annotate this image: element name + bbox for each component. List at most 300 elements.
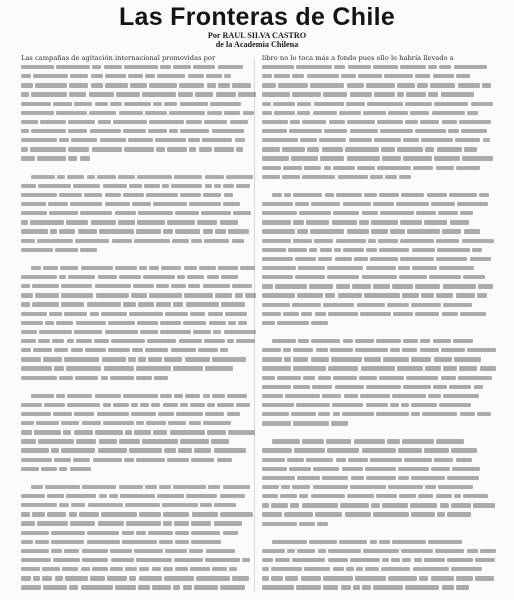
illegible-word (164, 102, 177, 106)
illegible-word (203, 421, 231, 425)
illegible-word (420, 339, 430, 343)
illegible-word (21, 512, 30, 516)
text-line (262, 63, 497, 72)
text-line (262, 228, 497, 237)
illegible-word (39, 330, 72, 334)
illegible-word (280, 494, 297, 498)
illegible-word (262, 166, 281, 170)
illegible-word (436, 239, 459, 243)
illegible-word (327, 275, 359, 279)
illegible-word (74, 412, 94, 416)
illegible-word (232, 576, 249, 580)
illegible-word (243, 111, 254, 115)
illegible-word (205, 558, 240, 562)
illegible-word (299, 522, 315, 526)
illegible-word (220, 512, 253, 516)
illegible-word (313, 111, 337, 115)
text-line (21, 574, 256, 583)
paragraph-break (262, 182, 497, 191)
illegible-word (218, 65, 243, 69)
illegible-word (370, 458, 402, 462)
illegible-word (415, 312, 439, 316)
illegible-word (171, 284, 186, 288)
illegible-word (366, 83, 395, 87)
illegible-word (175, 229, 200, 233)
text-line (21, 310, 256, 319)
illegible-word (400, 239, 434, 243)
illegible-word (122, 540, 157, 544)
illegible-word (163, 229, 173, 233)
illegible-word (467, 111, 478, 115)
illegible-word (332, 220, 357, 224)
illegible-word (172, 239, 189, 243)
illegible-word (125, 503, 160, 507)
illegible-word (451, 503, 471, 507)
illegible-word (195, 92, 213, 96)
illegible-word (262, 494, 278, 498)
illegible-word (299, 211, 331, 215)
text-line (262, 574, 497, 583)
text-line (262, 209, 497, 218)
illegible-word (125, 430, 132, 434)
illegible-word (89, 92, 114, 96)
illegible-word (37, 521, 68, 525)
illegible-word (51, 448, 59, 452)
illegible-word (21, 376, 57, 380)
illegible-word (442, 585, 454, 589)
illegible-word (311, 339, 340, 343)
illegible-word (425, 366, 441, 370)
illegible-word (57, 175, 65, 179)
text-line (262, 410, 497, 419)
illegible-word (152, 567, 161, 571)
illegible-word (262, 585, 294, 589)
illegible-word (169, 111, 205, 115)
illegible-word (210, 102, 241, 106)
illegible-word (191, 239, 202, 243)
illegible-word (412, 266, 437, 270)
illegible-word (186, 494, 217, 498)
illegible-word (302, 439, 324, 443)
illegible-word (170, 430, 205, 434)
illegible-word (401, 549, 433, 553)
illegible-word (205, 184, 212, 188)
illegible-word (428, 65, 437, 69)
illegible-word (355, 348, 388, 352)
illegible-word (373, 512, 409, 516)
illegible-word (262, 549, 285, 553)
illegible-word (382, 503, 408, 507)
illegible-word (285, 576, 298, 580)
illegible-word (293, 357, 308, 361)
illegible-word (21, 156, 35, 160)
illegible-word (76, 321, 106, 325)
illegible-word (327, 266, 363, 270)
illegible-word (51, 549, 62, 553)
illegible-word (360, 394, 390, 398)
illegible-word (163, 521, 172, 525)
illegible-word (64, 357, 99, 361)
illegible-word (443, 366, 457, 370)
illegible-word (59, 193, 82, 197)
illegible-word (262, 503, 269, 507)
illegible-word (74, 430, 93, 434)
illegible-word (323, 576, 353, 580)
illegible-word (366, 248, 377, 252)
text-line (21, 501, 256, 510)
illegible-word (232, 284, 252, 288)
illegible-word (284, 357, 291, 361)
illegible-word (345, 512, 371, 516)
illegible-word (111, 558, 134, 562)
illegible-word (460, 312, 486, 316)
illegible-word (454, 357, 481, 361)
illegible-word (478, 284, 493, 288)
illegible-word (220, 585, 245, 589)
illegible-word (392, 284, 413, 288)
illegible-word (37, 156, 66, 160)
illegible-word (447, 476, 479, 480)
illegible-word (456, 74, 470, 78)
illegible-word (203, 193, 221, 197)
illegible-word (183, 321, 206, 325)
illegible-word (262, 385, 291, 389)
text-line (262, 200, 497, 209)
illegible-word (274, 74, 290, 78)
illegible-word (21, 293, 33, 297)
illegible-word (333, 412, 340, 416)
illegible-word (224, 111, 240, 115)
illegible-word (21, 521, 35, 525)
illegible-word (391, 558, 400, 562)
illegible-word (379, 376, 404, 380)
illegible-word (189, 421, 201, 425)
illegible-word (436, 257, 467, 261)
illegible-word (90, 312, 99, 316)
illegible-word (400, 257, 434, 261)
text-line (21, 191, 256, 200)
illegible-word (297, 111, 310, 115)
text-line (262, 319, 497, 328)
illegible-word (274, 111, 295, 115)
illegible-word (441, 92, 474, 96)
illegible-word (393, 312, 413, 316)
illegible-word (399, 275, 427, 279)
illegible-word (347, 83, 364, 87)
illegible-word (38, 184, 71, 188)
illegible-word (180, 102, 208, 106)
illegible-word (226, 175, 253, 179)
illegible-word (309, 284, 333, 288)
illegible-word (398, 266, 410, 270)
illegible-word (293, 239, 312, 243)
illegible-word (188, 284, 200, 288)
byline-author-line (0, 31, 514, 40)
illegible-word (442, 120, 457, 124)
text-line (21, 419, 256, 428)
article-headline: Las Fronteras de Chile (118, 3, 396, 31)
illegible-word (147, 339, 176, 343)
illegible-word (397, 366, 423, 370)
illegible-word (125, 567, 137, 571)
illegible-word (331, 357, 362, 361)
illegible-word (157, 74, 185, 78)
illegible-word (456, 458, 472, 462)
illegible-word (296, 65, 332, 69)
illegible-word (436, 166, 454, 170)
illegible-word (193, 65, 215, 69)
text-line (21, 492, 256, 501)
illegible-word (45, 485, 80, 489)
illegible-word (418, 494, 433, 498)
illegible-word (148, 531, 173, 535)
illegible-word (382, 156, 401, 160)
illegible-word (33, 576, 40, 580)
illegible-word (285, 394, 320, 398)
illegible-word (215, 229, 226, 233)
illegible-word (98, 275, 117, 279)
illegible-word (95, 394, 121, 398)
illegible-word (92, 147, 122, 151)
illegible-word (327, 448, 359, 452)
illegible-word (45, 321, 54, 325)
illegible-word (227, 412, 240, 416)
illegible-word (139, 266, 147, 270)
illegible-word (218, 266, 238, 270)
illegible-word (340, 503, 369, 507)
article-column-left (21, 54, 256, 596)
illegible-word (21, 430, 32, 434)
illegible-word (293, 348, 313, 352)
illegible-word (233, 211, 251, 215)
illegible-word (76, 439, 96, 443)
text-line (21, 456, 256, 465)
illegible-word (138, 357, 146, 361)
illegible-word (21, 421, 34, 425)
illegible-word (416, 211, 436, 215)
illegible-word (460, 412, 475, 416)
illegible-word (359, 220, 369, 224)
illegible-word (262, 266, 296, 270)
illegible-word (380, 211, 414, 215)
illegible-word (333, 211, 359, 215)
illegible-word (168, 421, 186, 425)
illegible-word (66, 220, 88, 224)
illegible-word (143, 275, 175, 279)
illegible-word (220, 220, 238, 224)
illegible-word (326, 439, 351, 443)
illegible-word (54, 366, 64, 370)
illegible-word (262, 83, 276, 87)
illegible-word (428, 540, 462, 544)
text-line (21, 182, 256, 191)
illegible-word (477, 293, 487, 297)
illegible-word (349, 138, 372, 142)
illegible-word (443, 394, 479, 398)
illegible-word (129, 448, 162, 452)
illegible-word (352, 284, 371, 288)
illegible-word (262, 303, 290, 307)
illegible-word (21, 412, 51, 416)
illegible-word (148, 357, 162, 361)
illegible-word (378, 239, 398, 243)
text-line (21, 410, 256, 419)
illegible-word (21, 330, 37, 334)
illegible-word (174, 558, 203, 562)
illegible-word (362, 448, 396, 452)
illegible-word (356, 567, 363, 571)
illegible-word (153, 430, 167, 434)
illegible-word (21, 202, 46, 206)
illegible-word (96, 293, 129, 297)
illegible-word (103, 403, 111, 407)
illegible-word (458, 83, 480, 87)
text-line (262, 355, 497, 364)
illegible-word (175, 531, 189, 535)
illegible-word (463, 494, 488, 498)
text-line (21, 538, 256, 547)
illegible-word (47, 494, 64, 498)
text-line (262, 501, 497, 510)
illegible-word (119, 485, 143, 489)
text-line (21, 510, 256, 519)
text-line (262, 401, 497, 410)
illegible-word (443, 303, 472, 307)
illegible-word (410, 503, 437, 507)
illegible-word (145, 111, 167, 115)
illegible-word (149, 83, 177, 87)
text-line (262, 520, 497, 529)
illegible-word (262, 394, 283, 398)
text-line (262, 155, 497, 164)
illegible-word (104, 65, 122, 69)
illegible-word (411, 476, 445, 480)
illegible-word (364, 193, 377, 197)
illegible-word (310, 229, 344, 233)
illegible-word (295, 257, 316, 261)
illegible-word (53, 412, 72, 416)
illegible-word (189, 202, 221, 206)
illegible-word (438, 485, 473, 489)
illegible-word (107, 576, 127, 580)
illegible-word (262, 366, 291, 370)
illegible-word (134, 549, 163, 553)
illegible-word (362, 211, 378, 215)
illegible-word (163, 567, 173, 571)
illegible-word (374, 92, 395, 96)
illegible-word (136, 458, 165, 462)
illegible-word (355, 576, 386, 580)
illegible-word (430, 83, 455, 87)
text-line (262, 511, 497, 520)
illegible-word (431, 576, 454, 580)
illegible-word (175, 567, 188, 571)
text-line (21, 218, 256, 227)
illegible-word (145, 485, 157, 489)
illegible-word (290, 503, 299, 507)
illegible-word (180, 403, 188, 407)
illegible-word (401, 403, 409, 407)
illegible-word (184, 266, 197, 270)
illegible-word (361, 366, 395, 370)
illegible-word (198, 348, 218, 352)
illegible-word (392, 540, 426, 544)
illegible-word (339, 540, 367, 544)
illegible-word (217, 403, 234, 407)
illegible-word (21, 403, 42, 407)
text-line (262, 127, 497, 136)
illegible-word (311, 357, 329, 361)
illegible-word (328, 558, 348, 562)
illegible-word (457, 202, 488, 206)
illegible-word (262, 576, 269, 580)
illegible-word (21, 567, 40, 571)
illegible-word (343, 248, 364, 252)
illegible-word (236, 339, 255, 343)
illegible-word (357, 303, 385, 307)
illegible-word (301, 576, 321, 580)
illegible-word (405, 120, 418, 124)
illegible-word (307, 147, 319, 151)
illegible-word (36, 421, 59, 425)
illegible-word (367, 102, 403, 106)
illegible-word (56, 321, 73, 325)
illegible-word (288, 248, 307, 252)
illegible-word (354, 257, 368, 261)
illegible-word (294, 448, 325, 452)
illegible-word (413, 166, 433, 170)
illegible-word (204, 339, 225, 343)
illegible-word (21, 74, 31, 78)
illegible-word (42, 576, 52, 580)
illegible-word (336, 458, 346, 462)
illegible-word (70, 521, 95, 525)
illegible-word (262, 512, 282, 516)
illegible-word (105, 202, 130, 206)
illegible-word (218, 83, 230, 87)
illegible-word (78, 229, 97, 233)
illegible-word (56, 65, 90, 69)
illegible-word (76, 339, 92, 343)
illegible-word (390, 403, 399, 407)
illegible-word (467, 549, 478, 553)
illegible-word (207, 403, 215, 407)
illegible-word (194, 448, 211, 452)
illegible-word (161, 266, 181, 270)
illegible-word (97, 175, 116, 179)
text-line (21, 428, 256, 437)
illegible-word (21, 540, 33, 544)
illegible-word (371, 503, 380, 507)
illegible-word (137, 220, 165, 224)
illegible-word (59, 503, 69, 507)
illegible-word (138, 211, 173, 215)
illegible-word (262, 321, 275, 325)
illegible-word (238, 321, 247, 325)
illegible-word (390, 229, 405, 233)
illegible-word (91, 220, 116, 224)
illegible-word (442, 229, 461, 233)
illegible-word (293, 220, 304, 224)
illegible-word (134, 239, 170, 243)
text-line (262, 264, 497, 273)
illegible-word (262, 558, 273, 562)
illegible-word (464, 229, 480, 233)
illegible-word (203, 284, 230, 288)
illegible-word (153, 102, 162, 106)
illegible-word (296, 585, 321, 589)
illegible-word (95, 430, 123, 434)
